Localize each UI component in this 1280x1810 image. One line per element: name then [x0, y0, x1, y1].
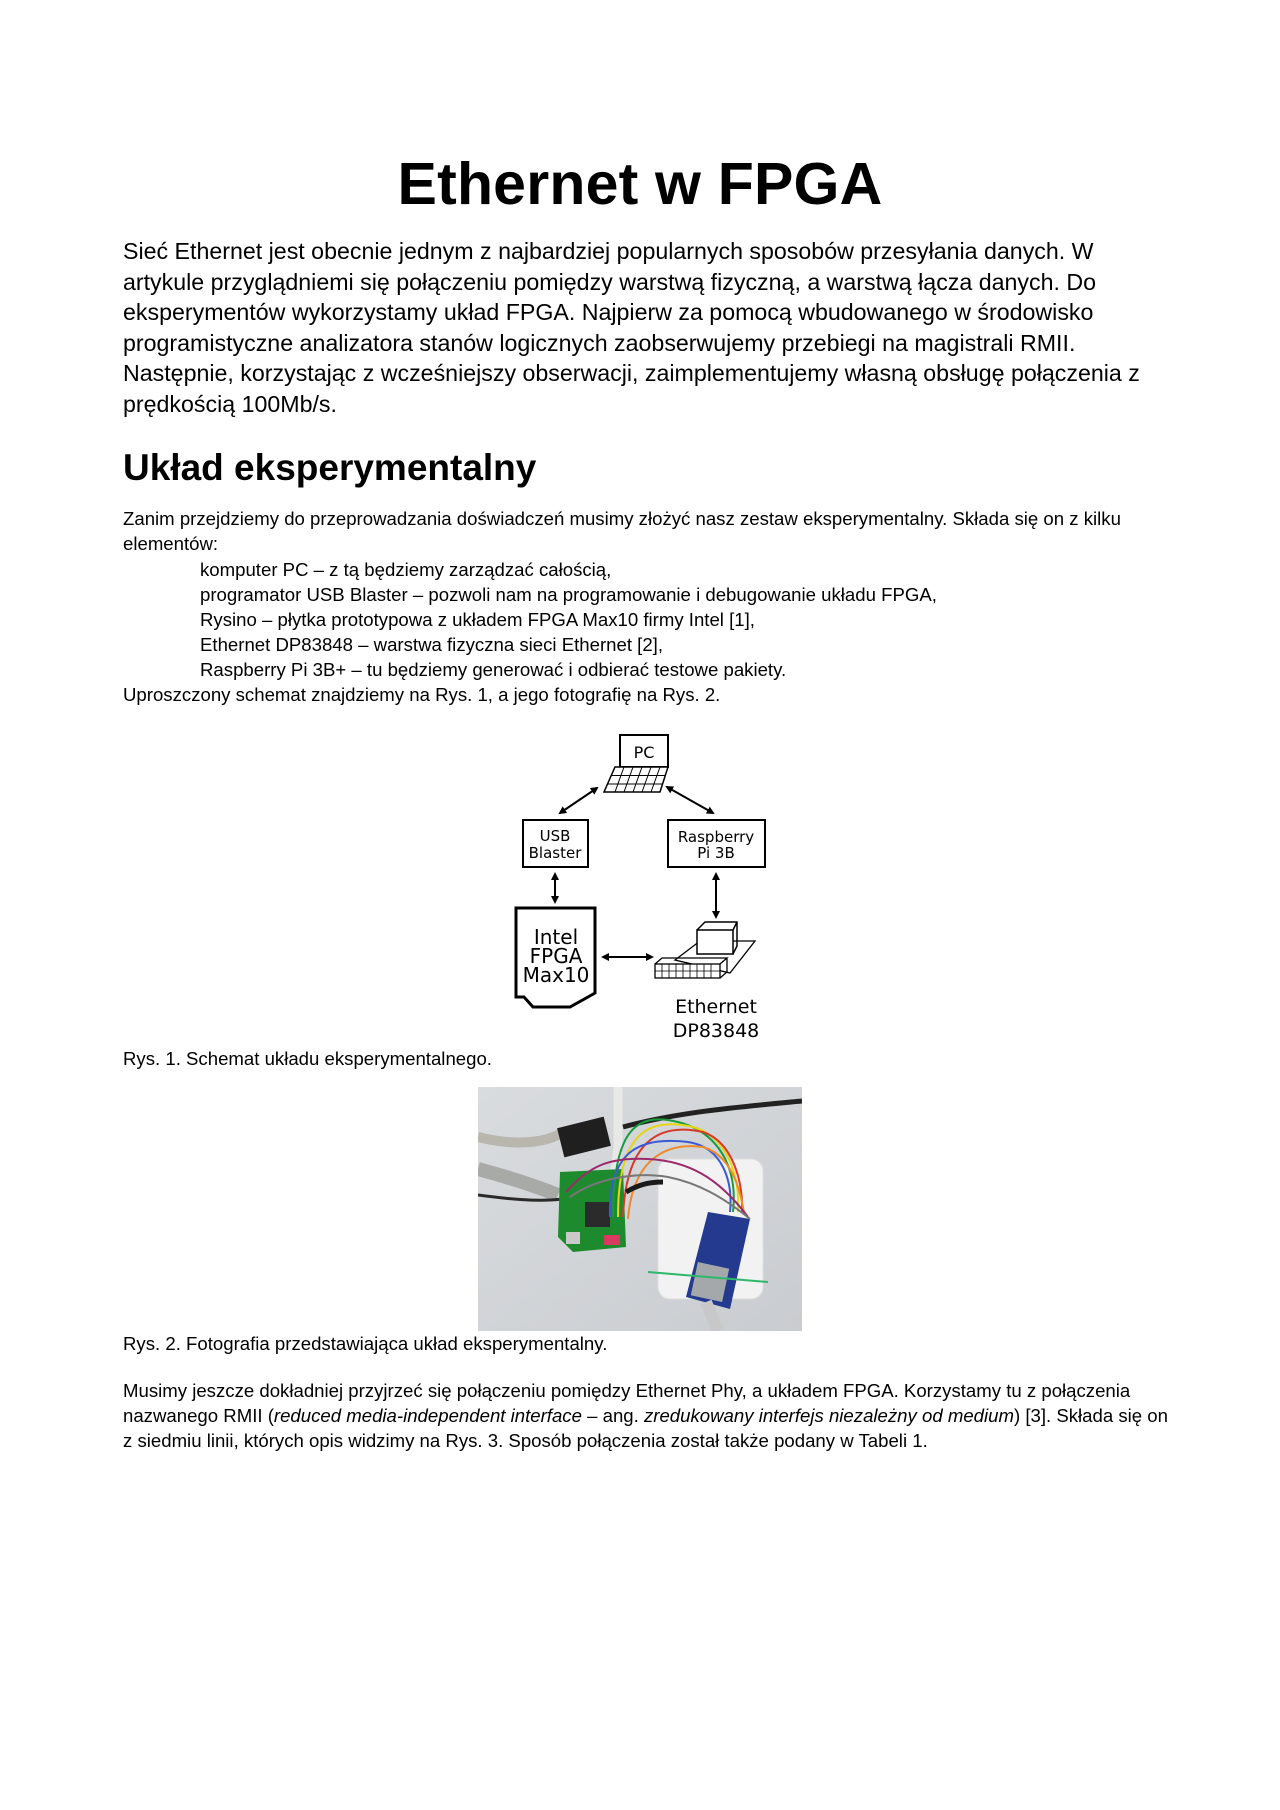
rpi-label-line2: Pi 3B	[697, 844, 735, 862]
rmii-english-term: reduced media-independent interface	[273, 1405, 582, 1426]
pc-laptop-icon	[604, 735, 668, 792]
rpi-label-line1: Raspberry	[677, 828, 755, 846]
setup-schematic-diagram	[500, 730, 800, 1050]
list-item: komputer PC – z tą będziemy zarządzać całością,	[200, 559, 612, 580]
abstract-paragraph: Sieć Ethernet jest obecnie jednym z najbardziej popularnych sposobów przesyłania danych. W artykule przyglądniemi się połączeniu pomiędzy warstwą fizyczną, a warstwą łącza danych. Do eksperymentów wykorzystamy układ FPGA. Najpierw za pomocą wbudowanego w środowisko programistyczne analizatora stanów logicznych zaobserwujemy przebiegi na magistrali RMII. Następnie, korzystając z wcześniejszy obserwacji, zaimplementujemy własną obsługę połączenia z prędkością 100Mb/s.	[123, 238, 1140, 417]
rmii-text-part3: ) [3]. Składa się on z siedmiu linii, których opis widzimy na Rys. 3. Sposób połączenia został także podany w Tabeli 1.	[123, 1405, 1168, 1451]
setup-photograph	[478, 1087, 802, 1331]
list-item: Rysino – płytka prototypowa z układem FPGA Max10 firmy Intel [1],	[200, 609, 755, 630]
list-item: programator USB Blaster – pozwoli nam na programowanie i debugowanie układu FPGA,	[200, 584, 937, 605]
raspberry-pi-box	[668, 820, 765, 867]
figure1-caption: Rys. 1. Schemat układu eksperymentalnego.	[123, 1048, 492, 1069]
pc-label: PC	[633, 743, 655, 762]
fpga-label-line3: Max10	[522, 963, 590, 987]
usb-blaster-box	[523, 820, 588, 867]
arrow-pc-usb	[560, 788, 597, 813]
fpga-label-line2: FPGA	[529, 944, 583, 968]
arrow-pc-rpi	[667, 787, 713, 813]
fpga-label-line1: Intel	[533, 925, 579, 949]
list-item: Raspberry Pi 3B+ – tu będziemy generować i odbierać testowe pakiety.	[200, 659, 787, 680]
rmii-paragraph	[123, 1378, 1173, 1453]
ethernet-label-line2: DP83848	[672, 1020, 760, 1042]
ethernet-label-line1: Ethernet	[675, 996, 757, 1018]
document-title: Ethernet w FPGA	[397, 151, 883, 217]
figures-reference: Uproszczony schemat znajdziemy na Rys. 1, a jego fotografię na Rys. 2.	[123, 684, 721, 705]
rmii-polish-term: zredukowany interfejs niezależny od medium	[643, 1405, 1014, 1426]
list-item: Ethernet DP83848 – warstwa fizyczna sieci Ethernet [2],	[200, 634, 664, 655]
rmii-text-part2: – ang.	[581, 1405, 644, 1426]
usb-blaster-label-line1: USB	[539, 827, 571, 845]
components-list	[200, 557, 937, 682]
fpga-chip-icon	[516, 908, 595, 1007]
section-heading: Układ eksperymentalny	[123, 447, 537, 488]
rmii-text-part1: Musimy jeszcze dokładniej przyjrzeć się połączeniu pomiędzy Ethernet Phy, a układem FPGA. Korzystamy tu z połączenia nazwanego RMII (	[123, 1380, 1131, 1426]
intro-paragraph: Zanim przejdziemy do przeprowadzania doświadczeń musimy złożyć nasz zestaw eksperymentalny. Składa się on z kilku elementów:	[123, 508, 1121, 554]
ethernet-module-icon	[655, 922, 759, 1042]
usb-blaster-label-line2: Blaster	[528, 844, 582, 862]
figure2-caption: Rys. 2. Fotografia przedstawiająca układ eksperymentalny.	[123, 1333, 608, 1354]
